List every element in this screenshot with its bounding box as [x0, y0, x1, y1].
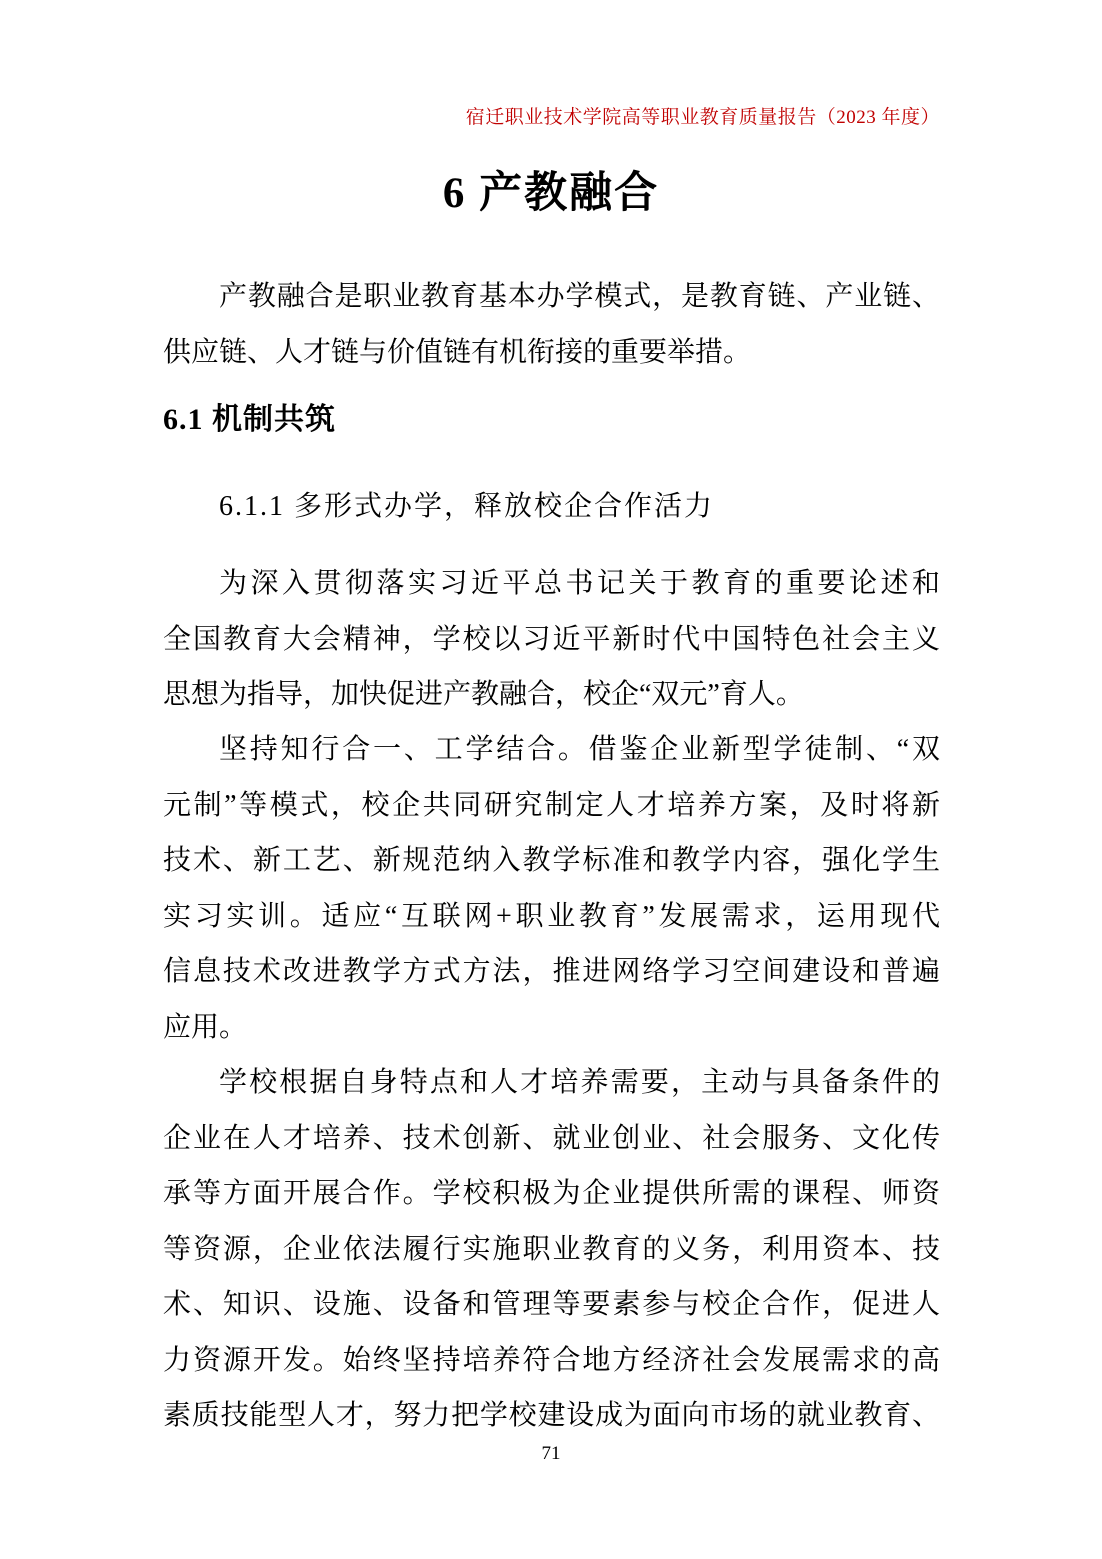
paragraph-guidance [163, 556, 940, 723]
chapter-title: 6 产教融合 [442, 170, 660, 217]
text-line: 学校根据自身特点和人才培养需要，主动与具备条件的 [219, 1067, 940, 1098]
text-line: 坚持知行合一、工学结合。借鉴企业新型学徒制、“双 [219, 734, 940, 765]
text-line: 全国教育大会精神，学校以习近平新时代中国特色社会主义 [163, 623, 940, 655]
text-line: 企业在人才培养、技术创新、就业创业、社会服务、文化传 [163, 1122, 940, 1154]
text-line: 供应链、人才链与价值链有机衔接的重要举措。 [163, 336, 752, 368]
text-line: 元制”等模式，校企共同研究制定人才培养方案，及时将新 [163, 789, 940, 821]
text-line: 素质技能型人才，努力把学校建设成为面向市场的就业教育、 [163, 1400, 940, 1431]
text-line: 为深入贯彻落实习近平总书记关于教育的重要论述和 [219, 568, 940, 599]
paragraph-cooperation [163, 1055, 940, 1444]
page-number: 71 [541, 1443, 561, 1464]
text-line: 思想为指导，加快促进产教融合，校企“双元”育人。 [163, 679, 804, 710]
running-header: 宿迁职业技术学院高等职业教育质量报告（2023 年度） [465, 107, 940, 128]
text-line: 技术、新工艺、新规范纳入教学标准和教学内容，强化学生 [163, 845, 940, 876]
paragraph-work-study [163, 722, 940, 1055]
paragraph-intro [163, 269, 940, 380]
text-line: 信息技术改进教学方式方法，推进网络学习空间建设和普遍 [163, 956, 940, 987]
text-line: 实习实训。适应“互联网+职业教育”发展需求，运用现代 [163, 900, 940, 932]
text-line: 等资源，企业依法履行实施职业教育的义务，利用资本、技 [163, 1233, 940, 1265]
text-line: 产教融合是职业教育基本办学模式，是教育链、产业链、 [219, 281, 940, 312]
text-line: 力资源开发。始终坚持培养符合地方经济社会发展需求的高 [163, 1344, 940, 1376]
text-line: 应用。 [163, 1011, 248, 1043]
text-line: 术、知识、设施、设备和管理等要素参与校企合作，促进人 [163, 1289, 940, 1320]
subsection-heading-6-1-1: 6.1.1 多形式办学，释放校企合作活力 [219, 491, 715, 522]
text-line: 承等方面开展合作。学校积极为企业提供所需的课程、师资 [163, 1178, 940, 1209]
section-heading-6-1: 6.1 机制共筑 [163, 403, 336, 436]
